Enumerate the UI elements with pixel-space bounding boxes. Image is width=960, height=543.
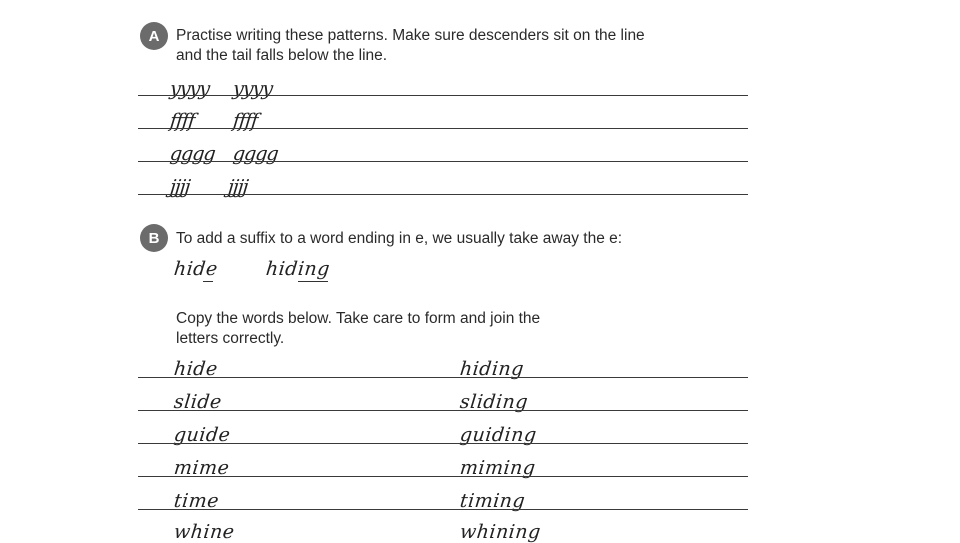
- base-word: whine: [172, 521, 236, 543]
- writing-line: [138, 161, 748, 162]
- suffixed-word: timing: [458, 490, 527, 512]
- writing-line: [138, 194, 748, 195]
- suffixed-word: whining: [458, 521, 542, 543]
- example-ing-underline: [298, 281, 328, 282]
- suffixed-word: hiding: [458, 358, 526, 380]
- writing-line: [138, 476, 748, 477]
- section-a-instruction: Practise writing these patterns. Make sure descenders sit on the line and the tail falls below the line.: [176, 27, 645, 64]
- base-word: guide: [172, 424, 232, 446]
- base-word: mime: [172, 457, 231, 479]
- section-a-badge: A: [140, 22, 168, 50]
- example-word: hide: [172, 258, 219, 280]
- base-word: time: [172, 490, 221, 512]
- pattern-right: gggg: [231, 143, 279, 165]
- pattern-left: jjjj: [168, 176, 191, 198]
- pattern-left: gggg: [168, 143, 216, 165]
- writing-line: [138, 377, 748, 378]
- pattern-left: ffff: [168, 110, 196, 132]
- writing-line: [138, 443, 748, 444]
- section-b-badge: B: [140, 224, 168, 252]
- pattern-right: ffff: [231, 110, 259, 132]
- writing-line: [138, 128, 748, 129]
- writing-line: [138, 509, 748, 510]
- base-word: hide: [172, 358, 219, 380]
- writing-line: [138, 95, 748, 96]
- copy-instruction: Copy the words below. Take care to form and join the letters correctly.: [176, 310, 541, 347]
- suffixed-word: miming: [458, 457, 537, 479]
- example-e-underline: [203, 281, 213, 282]
- base-word: slide: [172, 391, 223, 413]
- section-b-instruction: To add a suffix to a word ending in e, we usually take away the e:: [176, 230, 623, 247]
- pattern-right: jjjj: [226, 176, 249, 198]
- pattern-left: yyyy: [168, 78, 211, 100]
- pattern-right: yyyy: [231, 78, 274, 100]
- example-suffixed-word: hiding: [264, 258, 332, 280]
- suffixed-word: sliding: [458, 391, 530, 413]
- writing-line: [138, 410, 748, 411]
- suffixed-word: guiding: [458, 424, 538, 446]
